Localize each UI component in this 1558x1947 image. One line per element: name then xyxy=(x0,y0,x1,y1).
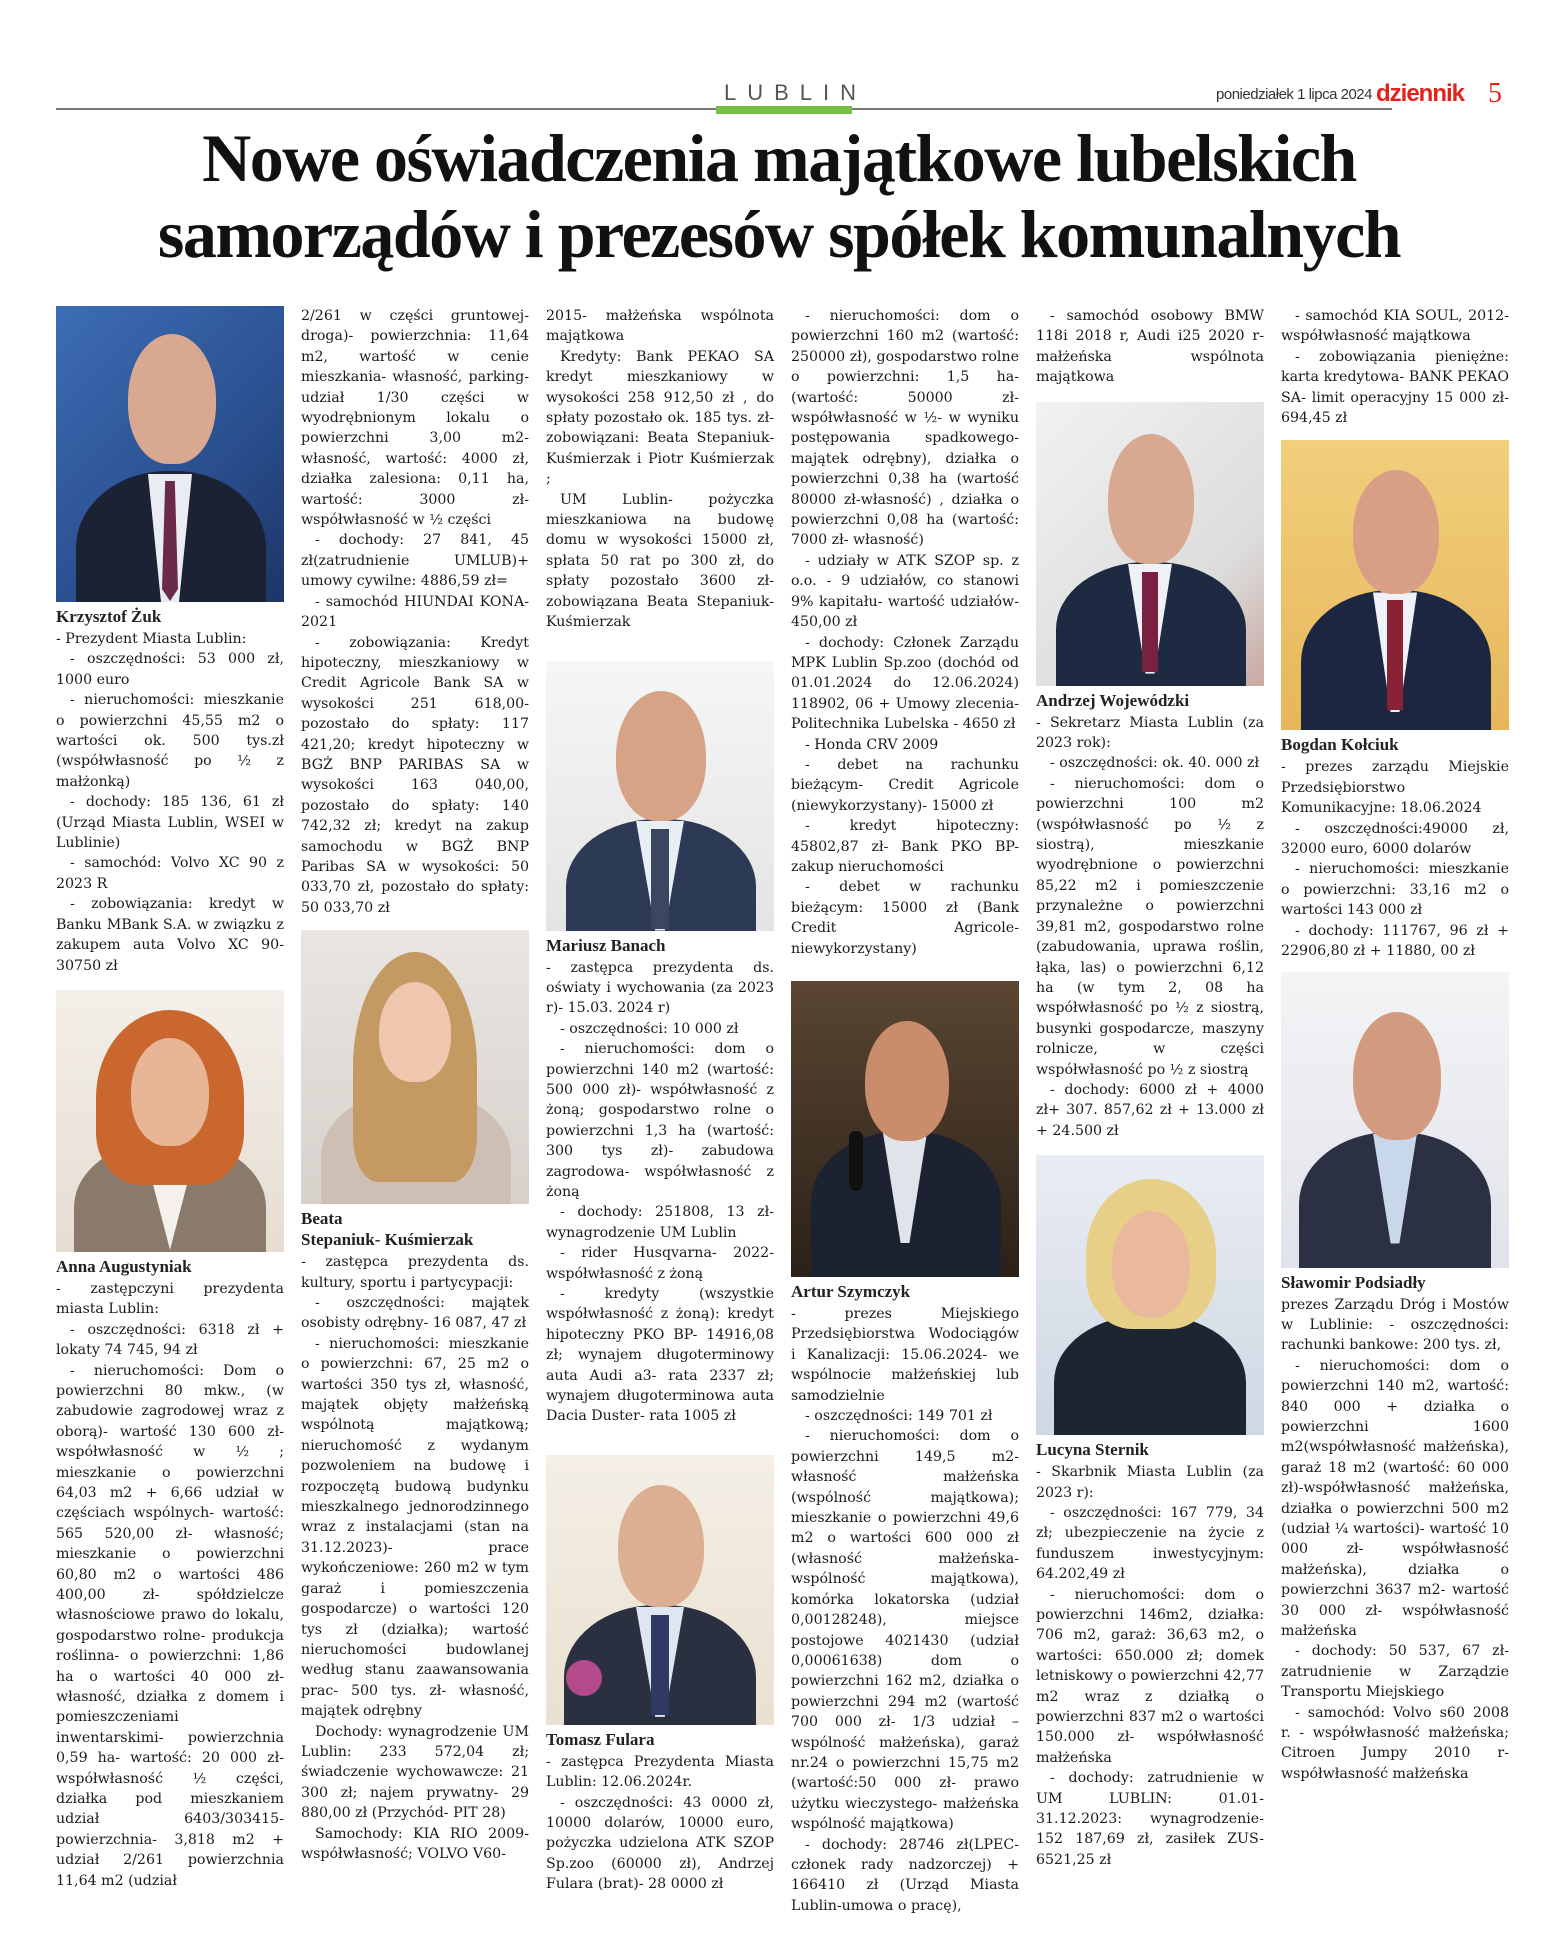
overdraft-2: - debet w rachunku bieżącym: 15000 zł (Bank Credit Agricole-niewykorzystany) xyxy=(791,879,1019,957)
person-name: Sławomir Podsiadły xyxy=(1281,1272,1426,1292)
income: - dochody: zatrudnienie w UM LUBLIN: 01.01- 31.12.2023: wynagrodzenie- 152 187,69 zł, zasiłek ZUS- 6521,25 zł xyxy=(1036,1770,1264,1868)
liabilities: - zobowiązania: Kredyt hipoteczny, mieszkaniowy w Credit Agricole Bank SA w wysokości 251 618,00- pozostało do spłaty: 117 421,20; kredyt hipoteczny w BGŻ BNP PARIBAS SA w wysokości 163 040,00, pozostało do spłaty: 140 742,32 zł; kredyt na zakup samochodu w BGŻ BNP Paribas SA w wysokości: 50 033,70 zł, pozostało do spłaty: 50 033,70 zł xyxy=(301,634,529,916)
income: - dochody: 28746 zł(LPEC- członek rady nadzorczej) + 166410 zł (Urząd Miasta Lublin-umowa o pracę), xyxy=(791,1836,1019,1914)
role: - zastępca prezydenta ds. oświaty i wychowania (za 2023 r)- 15.03. 2024 r) xyxy=(546,959,774,1017)
income: - dochody: 27 841, 45 zł(zatrudnienie UMLUB)+ umowy cywilne: 4886,59 zł= xyxy=(301,532,529,590)
section-accent-bar xyxy=(716,106,852,114)
vehicles: Samochody: KIA RIO 2009- współwłasność; VOLVO V60- xyxy=(301,1825,529,1862)
vehicles: - samochód: Volvo s60 2008 r. - współwłasność małżeńska; Citroen Jumpy 2010 r-współwłasność małżeńska xyxy=(1281,1704,1509,1782)
headline xyxy=(0,120,1558,272)
income: - dochody: 50 537, 67 zł- zatrudnienie w Zarządzie Transportu Miejskiego xyxy=(1281,1643,1509,1701)
savings: - oszczędności: 167 779, 34 zł; ubezpieczenie na życie z funduszem inwestycyjnym: 64.202,49 zł xyxy=(1036,1504,1264,1583)
real-estate: - nieruchomości: dom o powierzchni 146m2, działka: 706 m2, garaż: 36,63 m2, o wartości: 650.000 zł; domek letniskowy o powierzchni 42,77 m2 wraz z działką o powierzchni 837 m2 o wartości 150.000 zł- współwłasność małżeńska xyxy=(1036,1586,1264,1766)
portrait-slawomir-podsiadly xyxy=(1281,972,1509,1268)
real-estate: - nieruchomości: Dom o powierzchni 80 mkw., (w zabudowie zagrodowej wraz z oborą)- wartość 130 600 zł- współwłasność w ½ ; mieszkanie o powierzchni 64,03 m2 + 6,66 udział w częściach wspólnych- wartość: 565 520,00 zł- własność; mieszkanie o powierzchni 60,80 m2 o wartości 486 400,00 zł- spółdzielcze własnościowe prawo do lokalu, gospodarstwo rolne- produkcja roślinna- o powierzchni: 1,86 ha o wartości 40 000 zł- własność, działka z domem i pomieszczeniami inwentarskimi- powierzchnia 0,59 ha- wartość: 20 000 zł- współwłasność ½ części, działka pod mieszkaniem udział 6403/303415- powierzchnia- 3,818 m2 + udział 2/261 powierzchnia 11,64 m2 (udział xyxy=(56,1362,284,1889)
income: - dochody: Członek Zarządu MPK Lublin Sp.zoo (dochód od 01.01.2024 do 12.06.2024) 118902, 06 + Umowy zlecenia- Politechnika Lubelska - 4650 zł xyxy=(791,634,1019,733)
person-name-last: Stepaniuk- Kuśmierzak xyxy=(301,1230,474,1250)
role: - Prezydent Miasta Lublin: xyxy=(56,631,247,647)
overdraft: - debet na rachunku bieżącym- Credit Agricole (niewykorzystany)- 15000 zł xyxy=(791,756,1019,814)
portrait-mariusz-banach xyxy=(546,661,774,931)
role: prezes Zarządu Dróg i Mostów w Lublinie: - oszczędności: rachunki bankowe: 200 tys. zł, xyxy=(1281,1296,1509,1354)
income: - dochody: 6000 zł + 4000 zł+ 307. 857,62 zł + 13.000 zł + 24.500 zł xyxy=(1036,1081,1264,1139)
liabilities: - zobowiązania pieniężne: karta kredytowa- BANK PEKAO SA- limit operacyjny 15 000 zł- 694,45 zł xyxy=(1281,348,1509,427)
real-estate: - nieruchomości: dom o powierzchni 160 m2 (wartość: 250000 zł), gospodarstwo rolne o powierzchni: 1,5 ha- (wartość: 50000 zł- współwłasność w ½- w wyniku postępowania spadkowego- majątek odrębny), działka o powierzchni 0,38 ha (wartość 80000 zł-własność) , działka o powierzchni 0,08 ha (wartość: 7000 zł- własność) xyxy=(791,308,1019,549)
savings: - oszczędności: ok. 40. 000 zł xyxy=(1050,755,1260,772)
liabilities: - zobowiązania: kredyt w Banku MBank S.A. w związku z zakupem auta Volvo XC 90- 30750 zł xyxy=(56,896,284,974)
savings: - oszczędności: majątek osobisty odrębny- 16 087, 47 zł xyxy=(301,1295,529,1332)
person-name: Artur Szymczyk xyxy=(791,1282,911,1301)
role: - zastępca prezydenta ds. kultury, sportu i partycypacji: xyxy=(301,1254,529,1291)
savings: - oszczędności: 53 000 zł, 1000 euro xyxy=(56,651,284,688)
income: - dochody: 185 136, 61 zł (Urząd Miasta Lublin, WSEI w Lublinie) xyxy=(56,794,284,852)
role: - zastępczyni prezydenta miasta Lublin: xyxy=(56,1280,284,1318)
role: - prezes Miejskiego Przedsiębiorstwa Wodociągów i Kanalizacji: 15.06.2024- we wspólnocie małżeńskiej lub samodzielnie xyxy=(791,1306,1019,1404)
person-name: Lucyna Sternik xyxy=(1036,1440,1149,1460)
loan: UM Lublin- pożyczka mieszkaniowa na budowę domu w wysokości 15000 zł, spłata 50 rat po 300 zł, do spłaty pozostało 3600 zł- zobowiązana Beata Stepaniuk-Kuśmierzak xyxy=(546,491,774,631)
vehicle: - samochód: Volvo XC 90 z 2023 R xyxy=(56,855,284,892)
person-name: Tomasz Fulara xyxy=(546,1729,655,1749)
page-number: 5 xyxy=(1488,78,1502,109)
role: - Sekretarz Miasta Lublin (za 2023 rok): xyxy=(1036,714,1264,752)
column-4 xyxy=(791,306,1019,1916)
credits: Kredyty: Bank PEKAO SA kredyt mieszkaniowy w wysokości 258 912,50 zł , do spłaty pozostało ok. 185 tys. zł- zobowiązani: Beata Stepaniuk- Kuśmierzak i Piotr Kuśmierzak ; xyxy=(546,348,774,488)
shares: - udziały w ATK SZOP sp. z o.o. - 9 udziałów, co stanowi 9% kapitału- wartość udziałów- 450,00 zł xyxy=(791,552,1019,631)
vehicle: - samochód HIUNDAI KONA- 2021 xyxy=(301,593,529,631)
savings: - oszczędności:49000 zł, 32000 euro, 6000 dolarów xyxy=(1281,820,1509,858)
column-2 xyxy=(301,306,529,1864)
real-estate: - nieruchomości: mieszkanie o powierzchni: 33,16 m2 o wartości 143 000 zł xyxy=(1281,861,1509,919)
real-estate: - nieruchomości: dom o powierzchni 149,5 m2- własność małżeńska (wspólność majątkowa); mieszkanie o powierzchni 49,6 m2 o wartości 600 000 zł (własność małżeńska- wspólność majątkowa), komórka lokatorska (udział 0,00128248), miejsce postojowe 4021430 (udział 0,00061638) dom o powierzchni 162 m2, działka o powierzchni 294 m2 (wartość 700 000 zł- 1/3 udział – wspólność małżeńska), garaż nr.24 o powierzchni 15,75 m2 (wartość:50 000 zł- prawo użytku wieczystego- małżeńska wspólność majątkowa) xyxy=(791,1428,1019,1833)
person-name: Anna Augustyniak xyxy=(56,1256,192,1276)
headline-line-1: Nowe oświadczenia majątkowe lubelskich xyxy=(202,120,1356,196)
savings: - oszczędności: 149 701 zł xyxy=(805,1408,993,1425)
column-3 xyxy=(546,306,774,1895)
issue-date: poniedziałek 1 lipca 2024 xyxy=(1216,86,1372,103)
real-estate: - nieruchomości: dom o powierzchni 140 m2 (wartość: 500 000 zł)- współwłasność z żoną; gospodarstwo rolne o powierzchni 1,3 ha (wartość: 300 tys zł)- zabudowa zagrodowa- współwłasność z żoną xyxy=(546,1041,774,1200)
person-name: Bogdan Kołciuk xyxy=(1281,735,1399,755)
role: - prezes zarządu Miejskie Przedsiębiorstwo Komunikacyjne: 18.06.2024 xyxy=(1281,759,1509,817)
portrait-artur-szymczyk xyxy=(791,981,1019,1277)
income: - dochody: 251808, 13 zł- wynagrodzenie UM Lublin xyxy=(546,1204,774,1241)
savings: - oszczędności: 10 000 zł xyxy=(560,1020,739,1037)
portrait-bogdan-kolciuk xyxy=(1281,440,1509,730)
vehicles: - samochód osobowy BMW 118i 2018 r, Audi i25 2020 r- małżeńska wspólnota majątkowa xyxy=(1036,308,1264,386)
masthead xyxy=(56,78,1502,112)
column-6 xyxy=(1281,306,1509,1784)
real-estate-continued: 2/261 w części gruntowej- droga)- powierzchnia: 11,64 m2, wartość w cenie mieszkania- własność, parking- udział 1/30 części w wyodrębnionym lokalu o powierzchni 3,00 m2- własność, wartość: 4000 zł, działka zalesiona: 0,11 ha, wartość: 3000 zł- współwłasność w ½ części xyxy=(301,308,529,529)
person-name: Mariusz Banach xyxy=(546,935,666,955)
vehicle: - samochód KIA SOUL, 2012- współwłasność majątkowa xyxy=(1281,308,1509,345)
portrait-beata-stepaniuk-kusmierzak xyxy=(301,930,529,1204)
brand-logo: dziennik xyxy=(1375,80,1464,107)
role: - Skarbnik Miasta Lublin (za 2023 r): xyxy=(1036,1464,1264,1501)
real-estate: - nieruchomości: dom o powierzchni 100 m2 (współwłasność po ½ z siostrą), mieszkanie wyodrębnione o powierzchni 85,22 m2 i pomieszczenie przynależne o powierzchni 39,81 m2, gospodarstwo rolne (zabudowania, uprawa roślin, łąka, las) o powierzchni 6,12 ha (w tym 2, 08 ha współwłasność po ½ z siostrą, busynki gospodarcze, maszyny rolnicze, w części współwłasność po ½ z siostrą xyxy=(1036,775,1264,1078)
role: - zastępca Prezydenta Miasta Lublin: 12.06.2024r. xyxy=(546,1753,774,1791)
section-label: LUBLIN xyxy=(724,80,868,105)
income: - dochody: 111767, 96 zł + 22906,80 zł + 11880, 00 zł xyxy=(1281,922,1509,960)
income: Dochody: wynagrodzenie UM Lublin: 233 572,04 zł; świadczenie wychowawcze: 21 300 zł; najem prywatny- 29 880,00 zł (Przychód- PIT 28) xyxy=(301,1723,529,1822)
portrait-tomasz-fulara xyxy=(546,1455,774,1725)
portrait-anna-augustyniak xyxy=(56,990,284,1252)
headline-line-2: samorządów i prezesów spółek komunalnych xyxy=(157,196,1401,272)
portrait-andrzej-wojewodzki xyxy=(1036,402,1264,686)
real-estate: - nieruchomości: dom o powierzchni 140 m2, wartość: 840 000 + działka o powierzchni 1600 m2(współwłasność małżeńska), garaż 18 m2 (wartość: 60 000 zł)-współwłasność małżeńska, działka o powierzchni 500 m2 (udział ¼ wartości)- wartość 10 000 zł- współwłasność małżeńska), działka o powierzchni 3637 m2- wartość 30 000 zł- współwłasność małżeńska xyxy=(1281,1357,1509,1639)
person-name: Krzysztof Żuk xyxy=(56,607,162,626)
vehicle: - Honda CRV 2009 xyxy=(805,736,939,753)
portrait-krzysztof-zuk xyxy=(56,306,284,602)
savings: - oszczędności: 6318 zł + lokaty 74 745, 94 zł xyxy=(56,1321,284,1359)
savings: - oszczędności: 43 0000 zł, 10000 dolarów, 10000 euro, pożyczka udzielona ATK SZOP Sp.zoo (60000 zł), Andrzej Fulara (brat)- 28 0000 zł xyxy=(546,1794,774,1893)
person-name-first: Beata xyxy=(301,1209,343,1229)
vehicles-continued: 2015- małżeńska wspólnota majątkowa xyxy=(546,308,774,345)
column-1 xyxy=(56,306,284,1891)
column-5 xyxy=(1036,306,1264,1870)
credits: - kredyty (wszystkie współwłasność z żoną): kredyt hipoteczny PKO BP- 14916,08 zł; wynajem długoterminowy auta Audi a3- rata 2337 zł; wynajem długoterminowa auta Dacia Duster- rata 1005 zł xyxy=(546,1286,774,1425)
portrait-lucyna-sternik xyxy=(1036,1155,1264,1435)
vehicle: - rider Husqvarna- 2022- współwłasność z żoną xyxy=(546,1245,774,1282)
person-name: Andrzej Wojewódzki xyxy=(1036,690,1190,710)
real-estate: - nieruchomości: mieszkanie o powierzchni 45,55 m2 o wartości ok. 500 tys.zł (współwłasność po ½ z małżonką) xyxy=(56,692,284,790)
mortgage: - kredyt hipoteczny: 45802,87 zł- Bank PKO BP- zakup nieruchomości xyxy=(791,818,1019,875)
real-estate: - nieruchomości: mieszkanie o powierzchni: 67, 25 m2 o wartości 350 tys zł, własność, majątek objęty małżeńską wspólnotą majątkową; nieruchomość z wydanym pozwoleniem na budowę i rozpoczętą budową budynku mieszkalnego jednorodzinnego wraz z instalacjami (stan na 31.12.2023)- prace wykończeniowe: 260 m2 w tym garaż i pomieszczenia gospodarcze) o wartości 120 tys zł (działka); wartość nieruchomości budowlanej według stanu zaawansowania prac- 500 tys. zł- własność, majątek odrębny xyxy=(301,1335,529,1720)
